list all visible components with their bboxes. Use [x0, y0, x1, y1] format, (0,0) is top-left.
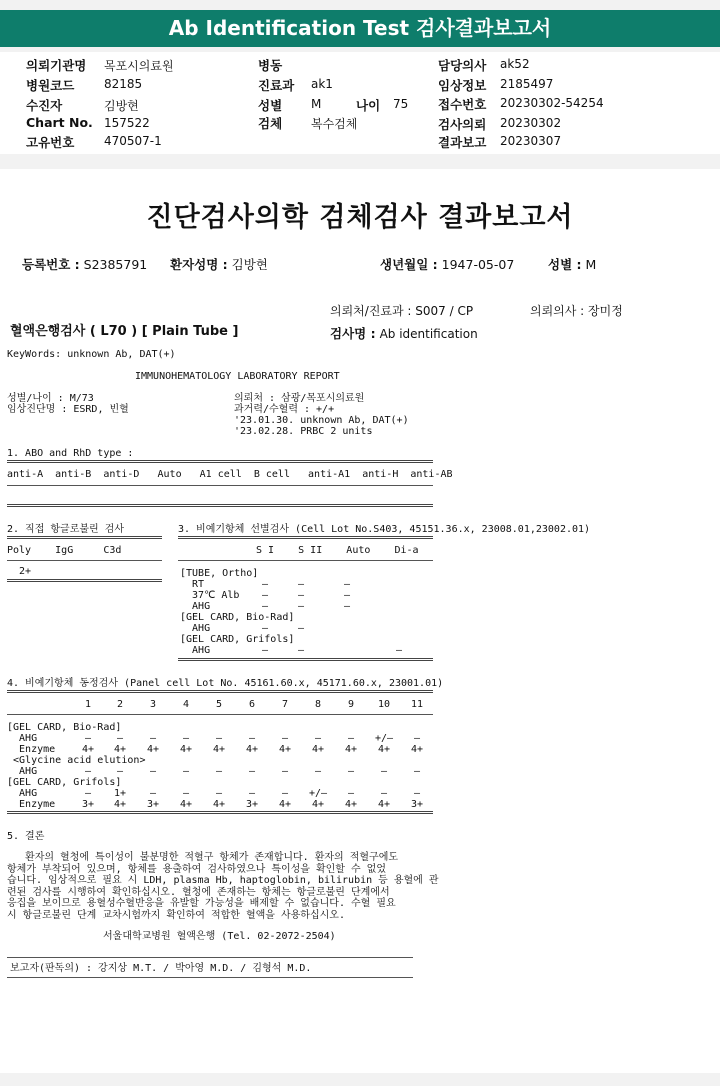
panel-cell: 4+ [179, 799, 193, 810]
panel-cell: – [84, 788, 92, 799]
patient-label: 수진자 [26, 98, 63, 113]
screen-cell: – [297, 601, 305, 612]
dat-poly-value: 2+ [19, 566, 32, 577]
screen-cell: – [261, 601, 269, 612]
report-date-value: 20230307 [500, 134, 562, 148]
test-name: 검사명 : Ab identification [330, 326, 478, 341]
unique-label: 고유번호 [26, 135, 75, 150]
screen-cell: – [343, 590, 351, 601]
panel-cell: 3+ [81, 799, 95, 810]
history-entry-1: '23.01.30. unknown Ab, DAT(+) [234, 415, 409, 426]
divider [7, 811, 433, 814]
panel-cell: 4+ [377, 744, 391, 755]
panel-cell: – [314, 766, 322, 777]
abo-columns: anti-A anti-B anti-D Auto A1 cell B cell anti-A1 anti-H anti-AB [7, 469, 453, 480]
panel-cell: – [182, 788, 190, 799]
panel-cell: 4+ [212, 799, 226, 810]
screen-cell: – [261, 645, 269, 656]
divider [7, 690, 433, 693]
divider [7, 579, 162, 582]
panel-cell: – [149, 788, 157, 799]
specimen-value: 복수검체 [311, 117, 358, 131]
dept-label: 진료과 [258, 78, 295, 93]
institution-label: 의뢰기관명 [26, 58, 87, 73]
panel-cell: 4+ [410, 744, 424, 755]
sex-age-line: 성별/나이 : M/73 [7, 393, 94, 404]
panel-cell: – [248, 788, 256, 799]
screen-cell: – [343, 579, 351, 590]
panel-cell: – [380, 788, 388, 799]
panel-cell: – [149, 766, 157, 777]
screen-columns: S I S II Auto Di-a [256, 545, 419, 556]
divider [7, 460, 433, 463]
ward-label: 병동 [258, 58, 283, 73]
blood-bank-line: 서울대학교병원 혈액은행 (Tel. 02-2072-2504) [103, 931, 336, 942]
divider [7, 714, 433, 715]
screen-cell: – [297, 645, 305, 656]
report-title: 진단검사의학 검체검사 결과보고서 [146, 202, 574, 233]
receipt-label: 접수번호 [438, 97, 487, 112]
panel-cell: 4+ [81, 744, 95, 755]
referral-line: 의뢰처 : 삼광/목포시의료원 [234, 393, 365, 404]
institution-value: 목포시의료원 [104, 59, 174, 73]
panel-column-header: 6 [248, 699, 256, 710]
panel-cell: – [314, 733, 322, 744]
panel-cell: 4+ [212, 744, 226, 755]
clinical-label: 임상정보 [438, 78, 487, 93]
age-value: 75 [393, 97, 409, 111]
screen-cell: – [395, 645, 403, 656]
panel-cell: 4+ [377, 799, 391, 810]
panel-cell: – [347, 788, 355, 799]
panel-cell: – [248, 733, 256, 744]
lab-report-heading: IMMUNOHEMATOLOGY LABORATORY REPORT [135, 371, 340, 382]
panel-cell: +/– [308, 788, 328, 799]
panel-column-header: 9 [347, 699, 355, 710]
screen-cell: – [297, 579, 305, 590]
panel-cell: 3+ [245, 799, 259, 810]
doctor-value: ak52 [500, 57, 530, 71]
panel-cell: 4+ [344, 744, 358, 755]
panel-cell: – [149, 733, 157, 744]
patient-info-panel [0, 52, 720, 154]
panel-cell: – [215, 766, 223, 777]
panel-cell: – [281, 788, 289, 799]
divider [7, 977, 413, 978]
panel-row-labels: [GEL CARD, Bio-Rad] AHG Enzyme <Glycine acid elution> AHG [GEL CARD, Grifols] AHG Enzyme [7, 722, 146, 810]
panel-cell: – [413, 788, 421, 799]
panel-title: 4. 비예기항체 동정검사 (Panel cell Lot No. 45161.60.x, 45171.60.x, 23001.01) [7, 678, 444, 689]
reporter-line: 보고자(판독의) : 강지상 M.T. / 박아영 M.D. / 김형석 M.D. [10, 963, 312, 974]
dept-value: ak1 [311, 77, 333, 91]
birth-date: 생년월일 : 1947-05-07 [380, 257, 515, 272]
hospital-code-label: 병원코드 [26, 78, 75, 93]
clinical-value: 2185497 [500, 77, 554, 91]
panel-column-header: 8 [314, 699, 322, 710]
divider [7, 485, 433, 486]
dept-line: 의뢰처/진료과 : S007 / CP [330, 304, 474, 318]
hospital-code-value: 82185 [104, 77, 143, 91]
panel-cell: – [84, 733, 92, 744]
divider [7, 504, 433, 507]
divider [7, 536, 162, 539]
screen-cell: – [261, 579, 269, 590]
patient-value: 김방현 [104, 99, 139, 113]
screen-cell: – [343, 601, 351, 612]
screen-cell: – [261, 590, 269, 601]
panel-cell: – [281, 766, 289, 777]
panel-cell: 4+ [245, 744, 259, 755]
chart-value: 157522 [104, 116, 150, 130]
patient-name: 환자성명 : 김방현 [170, 257, 268, 272]
diagnosis-line: 임상진단명 : ESRD, 빈혈 [7, 404, 129, 415]
panel-cell: – [380, 766, 388, 777]
dat-title: 2. 직접 항글로불린 검사 [7, 524, 125, 535]
panel-cell: – [347, 766, 355, 777]
divider [7, 560, 162, 561]
report-date-label: 결과보고 [438, 135, 487, 150]
panel-column-header: 3 [149, 699, 157, 710]
report-header: Ab Identification Test 검사결과보고서 [0, 10, 720, 47]
history-line: 과거력/수혈력 : +/+ [234, 404, 335, 415]
panel-cell: 4+ [146, 744, 160, 755]
specimen-label: 검체 [258, 116, 283, 131]
screen-title: 3. 비예기항체 선별검사 (Cell Lot No.S403, 45151.36.x, 23008.01,23002.01) [178, 524, 591, 535]
panel-column-header: 1 [84, 699, 92, 710]
panel-cell: +/– [374, 733, 394, 744]
panel-cell: 4+ [179, 744, 193, 755]
sex-label: 성별 [258, 98, 283, 113]
request-value: 20230302 [500, 116, 562, 130]
divider [178, 536, 433, 539]
divider [7, 957, 413, 958]
panel-cell: – [182, 766, 190, 777]
divider [178, 560, 433, 561]
screen-cell: – [297, 590, 305, 601]
lab-report-sheet [0, 169, 720, 1073]
panel-cell: – [84, 766, 92, 777]
panel-cell: – [347, 733, 355, 744]
panel-cell: – [413, 733, 421, 744]
screen-row-labels: [TUBE, Ortho] RT 37℃ Alb AHG [GEL CARD, Bio-Rad] AHG [GEL CARD, Grifols] AHG [180, 568, 295, 656]
panel-cell: – [281, 733, 289, 744]
panel-cell: 4+ [278, 799, 292, 810]
unique-value: 470507-1 [104, 134, 162, 148]
reg-no: 등록번호 : S2385791 [22, 257, 148, 272]
sex-value: M [311, 97, 322, 111]
dat-columns: Poly IgG C3d [7, 545, 122, 556]
panel-cell: 4+ [278, 744, 292, 755]
panel-column-header: 10 [377, 699, 391, 710]
panel-cell: – [215, 788, 223, 799]
panel-cell: 4+ [113, 744, 127, 755]
panel-cell: – [413, 766, 421, 777]
screen-cell: – [297, 623, 305, 634]
panel-cell: 4+ [113, 799, 127, 810]
panel-cell: 1+ [113, 788, 127, 799]
history-entry-2: '23.02.28. PRBC 2 units [234, 426, 373, 437]
divider [178, 658, 433, 661]
section-title: 혈액은행검사 ( L70 ) [ Plain Tube ] [10, 324, 239, 339]
panel-column-header: 4 [182, 699, 190, 710]
panel-column-header: 2 [116, 699, 124, 710]
keywords: KeyWords: unknown Ab, DAT(+) [7, 349, 176, 360]
panel-cell: 3+ [146, 799, 160, 810]
abo-title: 1. ABO and RhD type : [7, 448, 134, 459]
panel-cell: – [248, 766, 256, 777]
panel-cell: – [215, 733, 223, 744]
panel-cell: – [116, 766, 124, 777]
doctor-line: 의뢰의사 : 장미정 [530, 304, 623, 318]
doctor-label: 담당의사 [438, 58, 487, 73]
conclusion-text: 환자의 혈청에 특이성이 불분명한 적혈구 항체가 존재합니다. 환자의 적혈구에도 항체가 부착되어 있으며, 항체를 용출하여 검사하였으나 특이성을 확인할 수 없었 습니다. 임상적으로 필요 시 LDH, plasma Hb, haptoglobin, bilirubin 등 용혈에 관 련된 검사를 시행하여 확인하십시오. 혈청에 존재하는 항체는 항글로불린 단계에서 응집을 보이므로 용혈성수혈반응을 유발할 가능성을 배제할 수 없습니다. 수혈 필요 시 항글로불린 단계 교차시험까지 확인하여 적합한 혈액을 사용하십시오. [7, 852, 439, 921]
age-label: 나이 [356, 98, 381, 113]
request-label: 검사의뢰 [438, 117, 487, 132]
panel-column-header: 7 [281, 699, 289, 710]
panel-cell: 3+ [410, 799, 424, 810]
screen-cell: – [261, 623, 269, 634]
panel-cell: – [182, 733, 190, 744]
panel-column-header: 5 [215, 699, 223, 710]
panel-cell: 4+ [311, 744, 325, 755]
conclusion-title: 5. 결론 [7, 831, 45, 842]
chart-label: Chart No. [26, 115, 93, 130]
report-sex: 성별 : M [548, 257, 597, 272]
panel-cell: 4+ [344, 799, 358, 810]
panel-cell: 4+ [311, 799, 325, 810]
receipt-value: 20230302-54254 [500, 96, 604, 110]
panel-column-header: 11 [410, 699, 424, 710]
panel-cell: – [116, 733, 124, 744]
